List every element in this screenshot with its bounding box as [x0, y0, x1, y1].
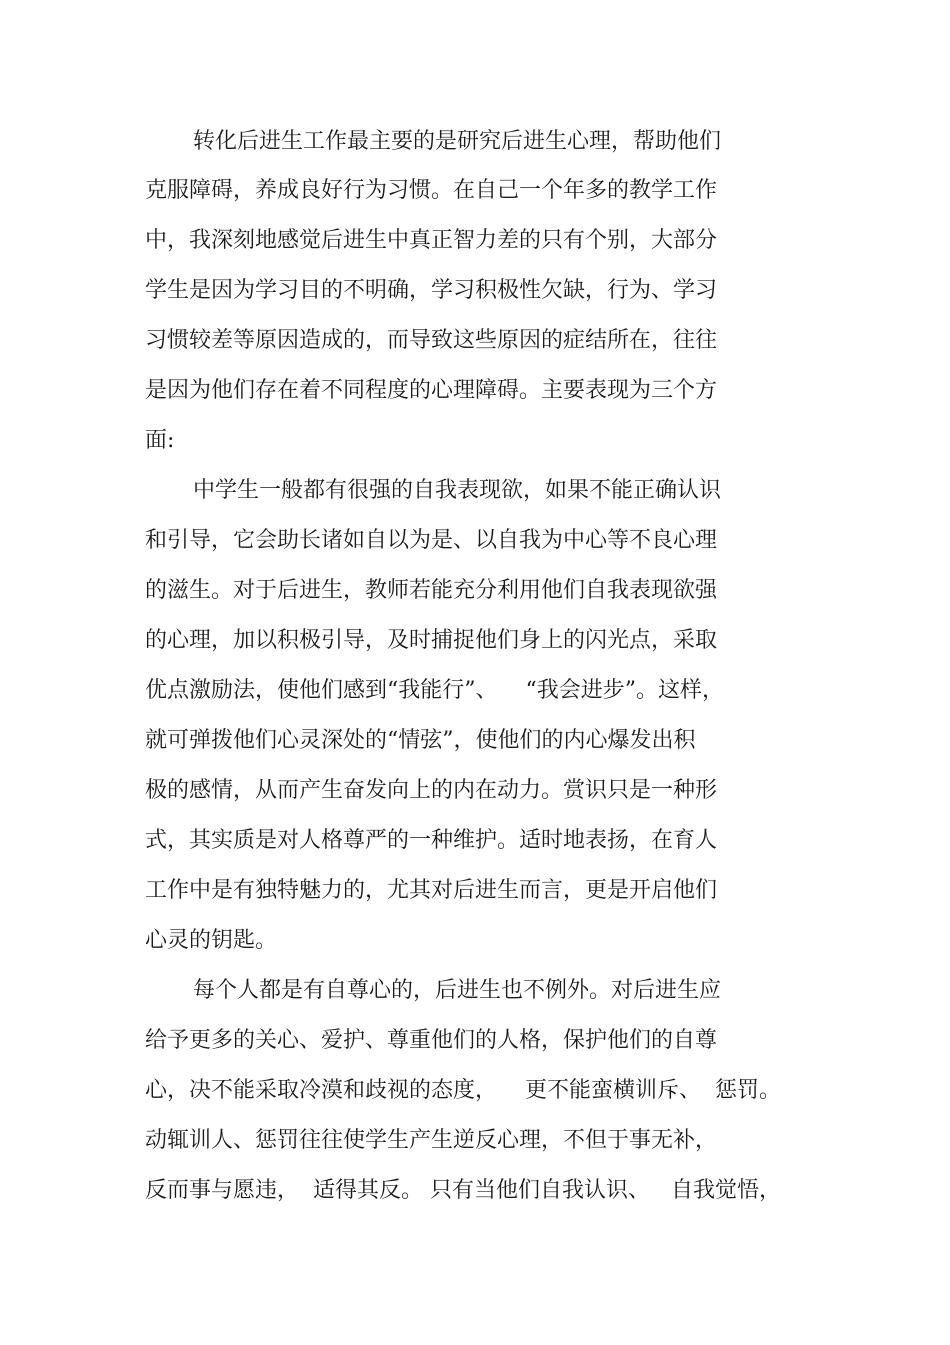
- paragraph-1-line-3: 中，我深刻地感觉后进生中真正智力差的只有个别，大部分: [145, 228, 718, 253]
- paragraph-2-line-4: 的心理，加以积极引导，及时捕捉他们身上的闪光点，采取: [145, 628, 718, 653]
- paragraph-2-line-8: 式，其实质是对人格尊严的一种维护。适时地表扬，在育人: [145, 828, 718, 853]
- paragraph-2-line-3: 的滋生。对于后进生，教师若能充分利用他们自我表现欲强: [145, 578, 718, 603]
- paragraph-1-line-7: 面:: [145, 428, 175, 453]
- paragraph-3-line-3: 心，决不能采取冷漠和歧视的态度， 更不能蛮横训斥、 惩罚。: [145, 1078, 781, 1103]
- paragraph-2-line-1: 中学生一般都有很强的自我表现欲，如果不能正确认识: [193, 478, 722, 503]
- paragraph-1-line-5: 习惯较差等原因造成的，而导致这些原因的症结所在，往往: [145, 328, 718, 353]
- paragraph-2-line-6: 就可弹拨他们心灵深处的“情弦”，使他们的内心爆发出积: [145, 728, 696, 753]
- paragraph-1-line-6: 是因为他们存在着不同程度的心理障碍。主要表现为三个方: [145, 378, 718, 403]
- paragraph-1-line-2: 克服障碍，养成良好行为习惯。在自己一个年多的教学工作: [145, 178, 718, 203]
- paragraph-2-line-5: 优点激励法，使他们感到“我能行”、 “我会进步”。这样，: [145, 678, 724, 703]
- paragraph-2-line-2: 和引导，它会助长诸如自以为是、以自我为中心等不良心理: [145, 528, 718, 553]
- paragraph-3-line-2: 给予更多的关心、爱护、尊重他们的人格，保护他们的自尊: [145, 1028, 718, 1053]
- paragraph-2-line-7: 极的感情，从而产生奋发向上的内在动力。赏识只是一种形: [145, 778, 718, 803]
- paragraph-3-line-5: 反而事与愿违， 适得其反。 只有当他们自我认识、 自我觉悟，: [145, 1178, 781, 1203]
- paragraph-3-line-4: 动辄训人、惩罚往往使学生产生逆反心理，不但于事无补，: [145, 1128, 718, 1153]
- paragraph-3-line-1: 每个人都是有自尊心的，后进生也不例外。对后进生应: [193, 978, 722, 1003]
- paragraph-1-line-4: 学生是因为学习目的不明确，学习积极性欠缺，行为、学习: [145, 278, 718, 303]
- paragraph-1-line-1: 转化后进生工作最主要的是研究后进生心理，帮助他们: [193, 129, 722, 154]
- paragraph-2-line-9: 工作中是有独特魅力的，尤其对后进生而言，更是开启他们: [145, 878, 718, 903]
- paragraph-2-line-10: 心灵的钥匙。: [145, 928, 278, 953]
